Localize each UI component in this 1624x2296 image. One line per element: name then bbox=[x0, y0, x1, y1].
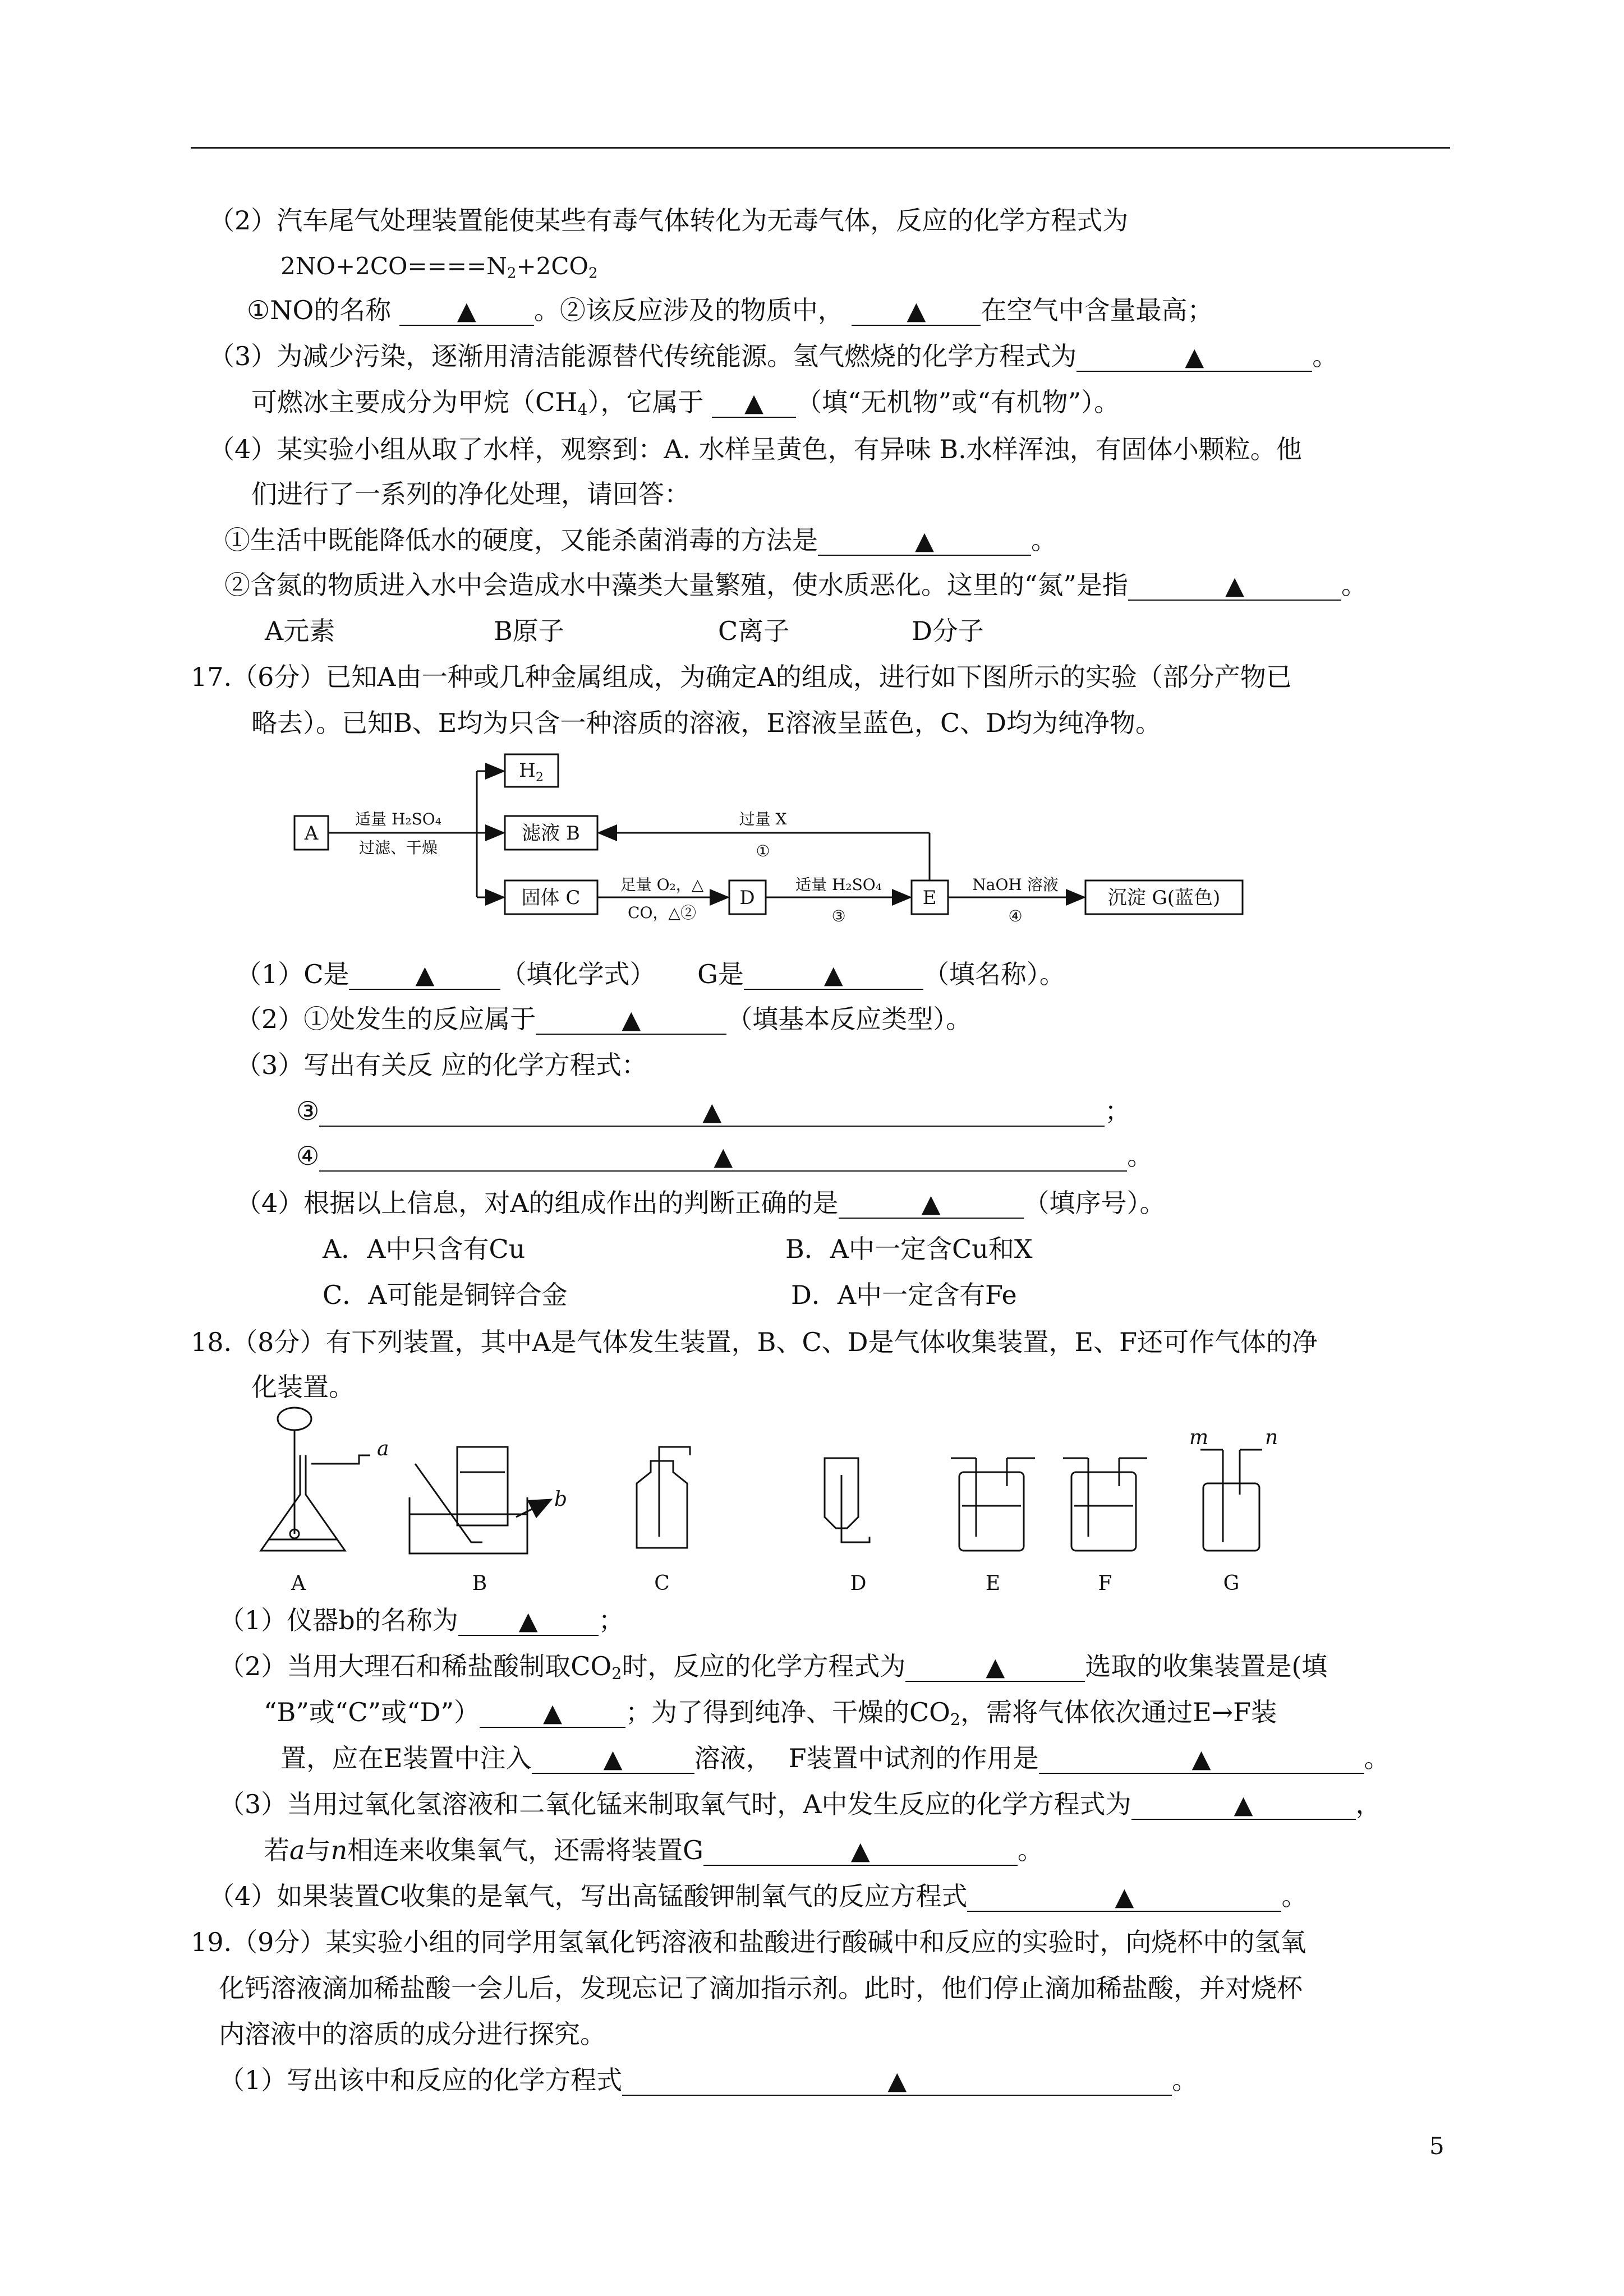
answer-blank[interactable]: ▲ bbox=[319, 1096, 1105, 1127]
apparatus-g bbox=[1200, 1450, 1262, 1551]
label-g: 沉淀 G(蓝色) bbox=[1107, 887, 1221, 909]
q18-p2-line1: （2）当用大理石和稀盐酸制取$CO_2$时，反应的化学方程式为 ▲ 选取的收集装置是(填 bbox=[219, 1651, 1328, 1684]
step1: ① bbox=[756, 842, 770, 860]
label-b: B bbox=[472, 1572, 487, 1595]
label-a: A bbox=[291, 1572, 306, 1595]
answer-blank[interactable]: ▲ bbox=[852, 296, 981, 326]
q18-p4: （4）如果装置C收集的是氧气，写出高锰酸钾制氧气的反应方程式 ▲ 。 bbox=[209, 1881, 1308, 1911]
q18-line2: 化装置。 bbox=[251, 1372, 355, 1402]
q17-eq4: ④ ▲ 。 bbox=[296, 1141, 1153, 1171]
q18-p3-line1: （3）当用过氧化氢溶液和二氧化锰来制取氧气时，A中发生反应的化学方程式为 ▲ ， bbox=[219, 1789, 1382, 1819]
answer-blank[interactable]: ▲ bbox=[536, 1004, 726, 1035]
label-d: D bbox=[739, 887, 755, 909]
q18-p2-line3: 置，应在E装置中注入 ▲ 溶液， F装置中试剂的作用是 ▲ 。 bbox=[280, 1743, 1390, 1773]
label-c: 固体 C bbox=[521, 887, 581, 909]
q18-line1: 18.（8分）有下列装置，其中A是气体发生装置，B、C、D是气体收集装置，E、F还可作气体的净 bbox=[191, 1327, 1318, 1357]
label-h2: $H_2$ bbox=[519, 759, 544, 785]
answer-blank[interactable]: ▲ bbox=[703, 1836, 1018, 1866]
step3: ③ bbox=[831, 907, 846, 925]
label-f: F bbox=[1098, 1572, 1112, 1595]
answer-blank[interactable]: ▲ bbox=[712, 388, 796, 418]
answer-blank[interactable]: ▲ bbox=[1039, 1744, 1364, 1774]
answer-blank[interactable]: ▲ bbox=[319, 1141, 1127, 1172]
answer-blank[interactable]: ▲ bbox=[532, 1744, 694, 1774]
q17-option-d: D．A中一定含有Fe bbox=[791, 1280, 1017, 1310]
q16-p2-line3: ①NO的名称 ▲ 。②该反应涉及的物质中， ▲ 在空气中含量最高； bbox=[247, 295, 1213, 325]
arrow1-top: 适量 H₂SO₄ bbox=[355, 810, 441, 828]
answer-blank[interactable]: ▲ bbox=[1076, 342, 1312, 372]
apparatus-e bbox=[951, 1458, 1035, 1551]
q17-p4: （4）根据以上信息，对A的组成作出的判断正确的是 ▲ （填序号）。 bbox=[236, 1188, 1166, 1218]
tag-n: n bbox=[1265, 1426, 1278, 1449]
q17-line1: 17.（6分）已知A由一种或几种金属组成，为确定A的组成，进行如下图所示的实验（部分产物已 bbox=[191, 662, 1292, 692]
answer-blank[interactable]: ▲ bbox=[818, 525, 1031, 556]
q18-apparatus-figure bbox=[247, 1402, 1397, 1598]
q19-line3: 内溶液中的溶质的成分进行探究。 bbox=[219, 2019, 606, 2049]
h2so4-top: 适量 H₂SO₄ bbox=[795, 875, 882, 894]
q16-option-c: C离子 bbox=[718, 616, 790, 646]
q17-eq3: ③ ▲ ； bbox=[296, 1096, 1131, 1126]
answer-blank[interactable]: ▲ bbox=[905, 1652, 1085, 1682]
q16-option-b: B原子 bbox=[494, 616, 564, 646]
tag-b: b bbox=[554, 1488, 568, 1511]
answer-blank[interactable]: ▲ bbox=[1128, 570, 1341, 601]
answer-blank[interactable]: ▲ bbox=[458, 1606, 599, 1636]
q16-equation: $2NO+2CO====N_2+2CO_2$ bbox=[280, 252, 598, 282]
answer-blank[interactable]: ▲ bbox=[399, 296, 534, 326]
naoh-top: NaOH 溶液 bbox=[972, 875, 1059, 894]
arrow1-bottom: 过滤、干燥 bbox=[358, 838, 438, 857]
apparatus-f bbox=[1063, 1458, 1147, 1551]
q18-p3-line2: 若a与n相连来收集氧气，还需将装置G ▲ 。 bbox=[264, 1835, 1043, 1865]
q17-line2: 略去）。已知B、E均为只含一种溶质的溶液，E溶液呈蓝色，C、D均为纯净物。 bbox=[251, 708, 1162, 738]
label-g: G bbox=[1223, 1572, 1240, 1595]
answer-blank[interactable]: ▲ bbox=[480, 1698, 625, 1728]
step4: ④ bbox=[1008, 907, 1023, 925]
apparatus-b bbox=[410, 1447, 550, 1553]
label-e: E bbox=[985, 1572, 1001, 1595]
q16-p2-line1: （2）汽车尾气处理装置能使某些有毒气体转化为无毒气体，反应的化学方程式为 bbox=[209, 205, 1129, 236]
q18-p2-line2: “B”或“C”或“D”） ▲ ；为了得到纯净、干燥的$CO_2$，需将气体依次通过E→F装 bbox=[264, 1697, 1277, 1730]
label-e: E bbox=[922, 887, 937, 909]
q17-option-a: A．A中只含有Cu bbox=[323, 1234, 526, 1264]
apparatus-c bbox=[637, 1447, 690, 1548]
q16-p3-line1: （3）为减少污染，逐渐用清洁能源替代传统能源。氢气燃烧的化学方程式为 ▲ 。 bbox=[209, 341, 1338, 371]
label-d: D bbox=[850, 1572, 867, 1595]
q16-p4-line3: ①生活中既能降低水的硬度，又能杀菌消毒的方法是 ▲ 。 bbox=[224, 525, 1057, 555]
q17-option-b: B．A中一定含Cu和X bbox=[785, 1234, 1033, 1264]
o2-top: 足量 O₂，△ bbox=[620, 875, 704, 894]
tag-m: m bbox=[1189, 1426, 1209, 1449]
apparatus-a bbox=[261, 1408, 370, 1551]
q19-line2: 化钙溶液滴加稀盐酸一会儿后，发现忘记了滴加指示剂。此时，他们停止滴加稀盐酸，并对烧杯 bbox=[219, 1973, 1303, 2003]
q16-option-a: A元素 bbox=[265, 616, 335, 646]
q18-p1: （1）仪器b的名称为 ▲ ； bbox=[219, 1605, 624, 1635]
answer-blank[interactable]: ▲ bbox=[839, 1188, 1024, 1219]
q19-p1: （1）写出该中和反应的化学方程式 ▲ 。 bbox=[219, 2065, 1198, 2095]
q17-option-c: C．A可能是铜锌合金 bbox=[323, 1280, 568, 1310]
q16-p4-line2: 们进行了一系列的净化处理，请回答： bbox=[251, 479, 690, 509]
q17-flow-diagram bbox=[292, 743, 1257, 939]
q17-p2: （2）①处发生的反应属于 ▲ （填基本反应类型）。 bbox=[236, 1004, 972, 1034]
q17-p3: （3）写出有关反 应的化学方程式： bbox=[236, 1050, 647, 1080]
page-number: 5 bbox=[1429, 2132, 1444, 2160]
answer-blank[interactable]: ▲ bbox=[349, 960, 500, 990]
q17-p1: （1）C是 ▲ （填化学式） G是 ▲ （填名称）。 bbox=[236, 959, 1065, 989]
header-rule bbox=[191, 147, 1450, 149]
q19-line1: 19.（9分）某实验小组的同学用氢氧化钙溶液和盐酸进行酸碱中和反应的实验时，向烧杯中的氢氧 bbox=[191, 1927, 1306, 1957]
answer-blank[interactable]: ▲ bbox=[744, 960, 923, 990]
label-b: 滤液 B bbox=[522, 822, 580, 845]
q16-option-d: D分子 bbox=[912, 616, 984, 646]
answer-blank[interactable]: ▲ bbox=[967, 1882, 1281, 1912]
q16-p4-line1: （4）某实验小组从取了水样，观察到：A. 水样呈黄色，有异味 B.水样浑浊，有固体小颗粒。他 bbox=[209, 434, 1302, 464]
q16-p3-line2: 可燃冰主要成分为甲烷$(CH_4)$，它属于 ▲ （填“无机物”或“有机物”）。 bbox=[251, 387, 1120, 419]
answer-blank[interactable]: ▲ bbox=[1131, 1790, 1356, 1820]
apparatus-d bbox=[825, 1458, 869, 1542]
label-c: C bbox=[654, 1572, 670, 1595]
answer-blank[interactable]: ▲ bbox=[622, 2066, 1172, 2096]
co-bottom: CO，△② bbox=[628, 903, 696, 922]
tag-a: a bbox=[377, 1437, 389, 1460]
q16-p4-line4: ②含氮的物质进入水中会造成水中藻类大量繁殖，使水质恶化。这里的“氮”是指 ▲ 。 bbox=[224, 570, 1368, 600]
excess-x: 过量 X bbox=[739, 810, 787, 828]
label-a: A bbox=[304, 822, 319, 845]
